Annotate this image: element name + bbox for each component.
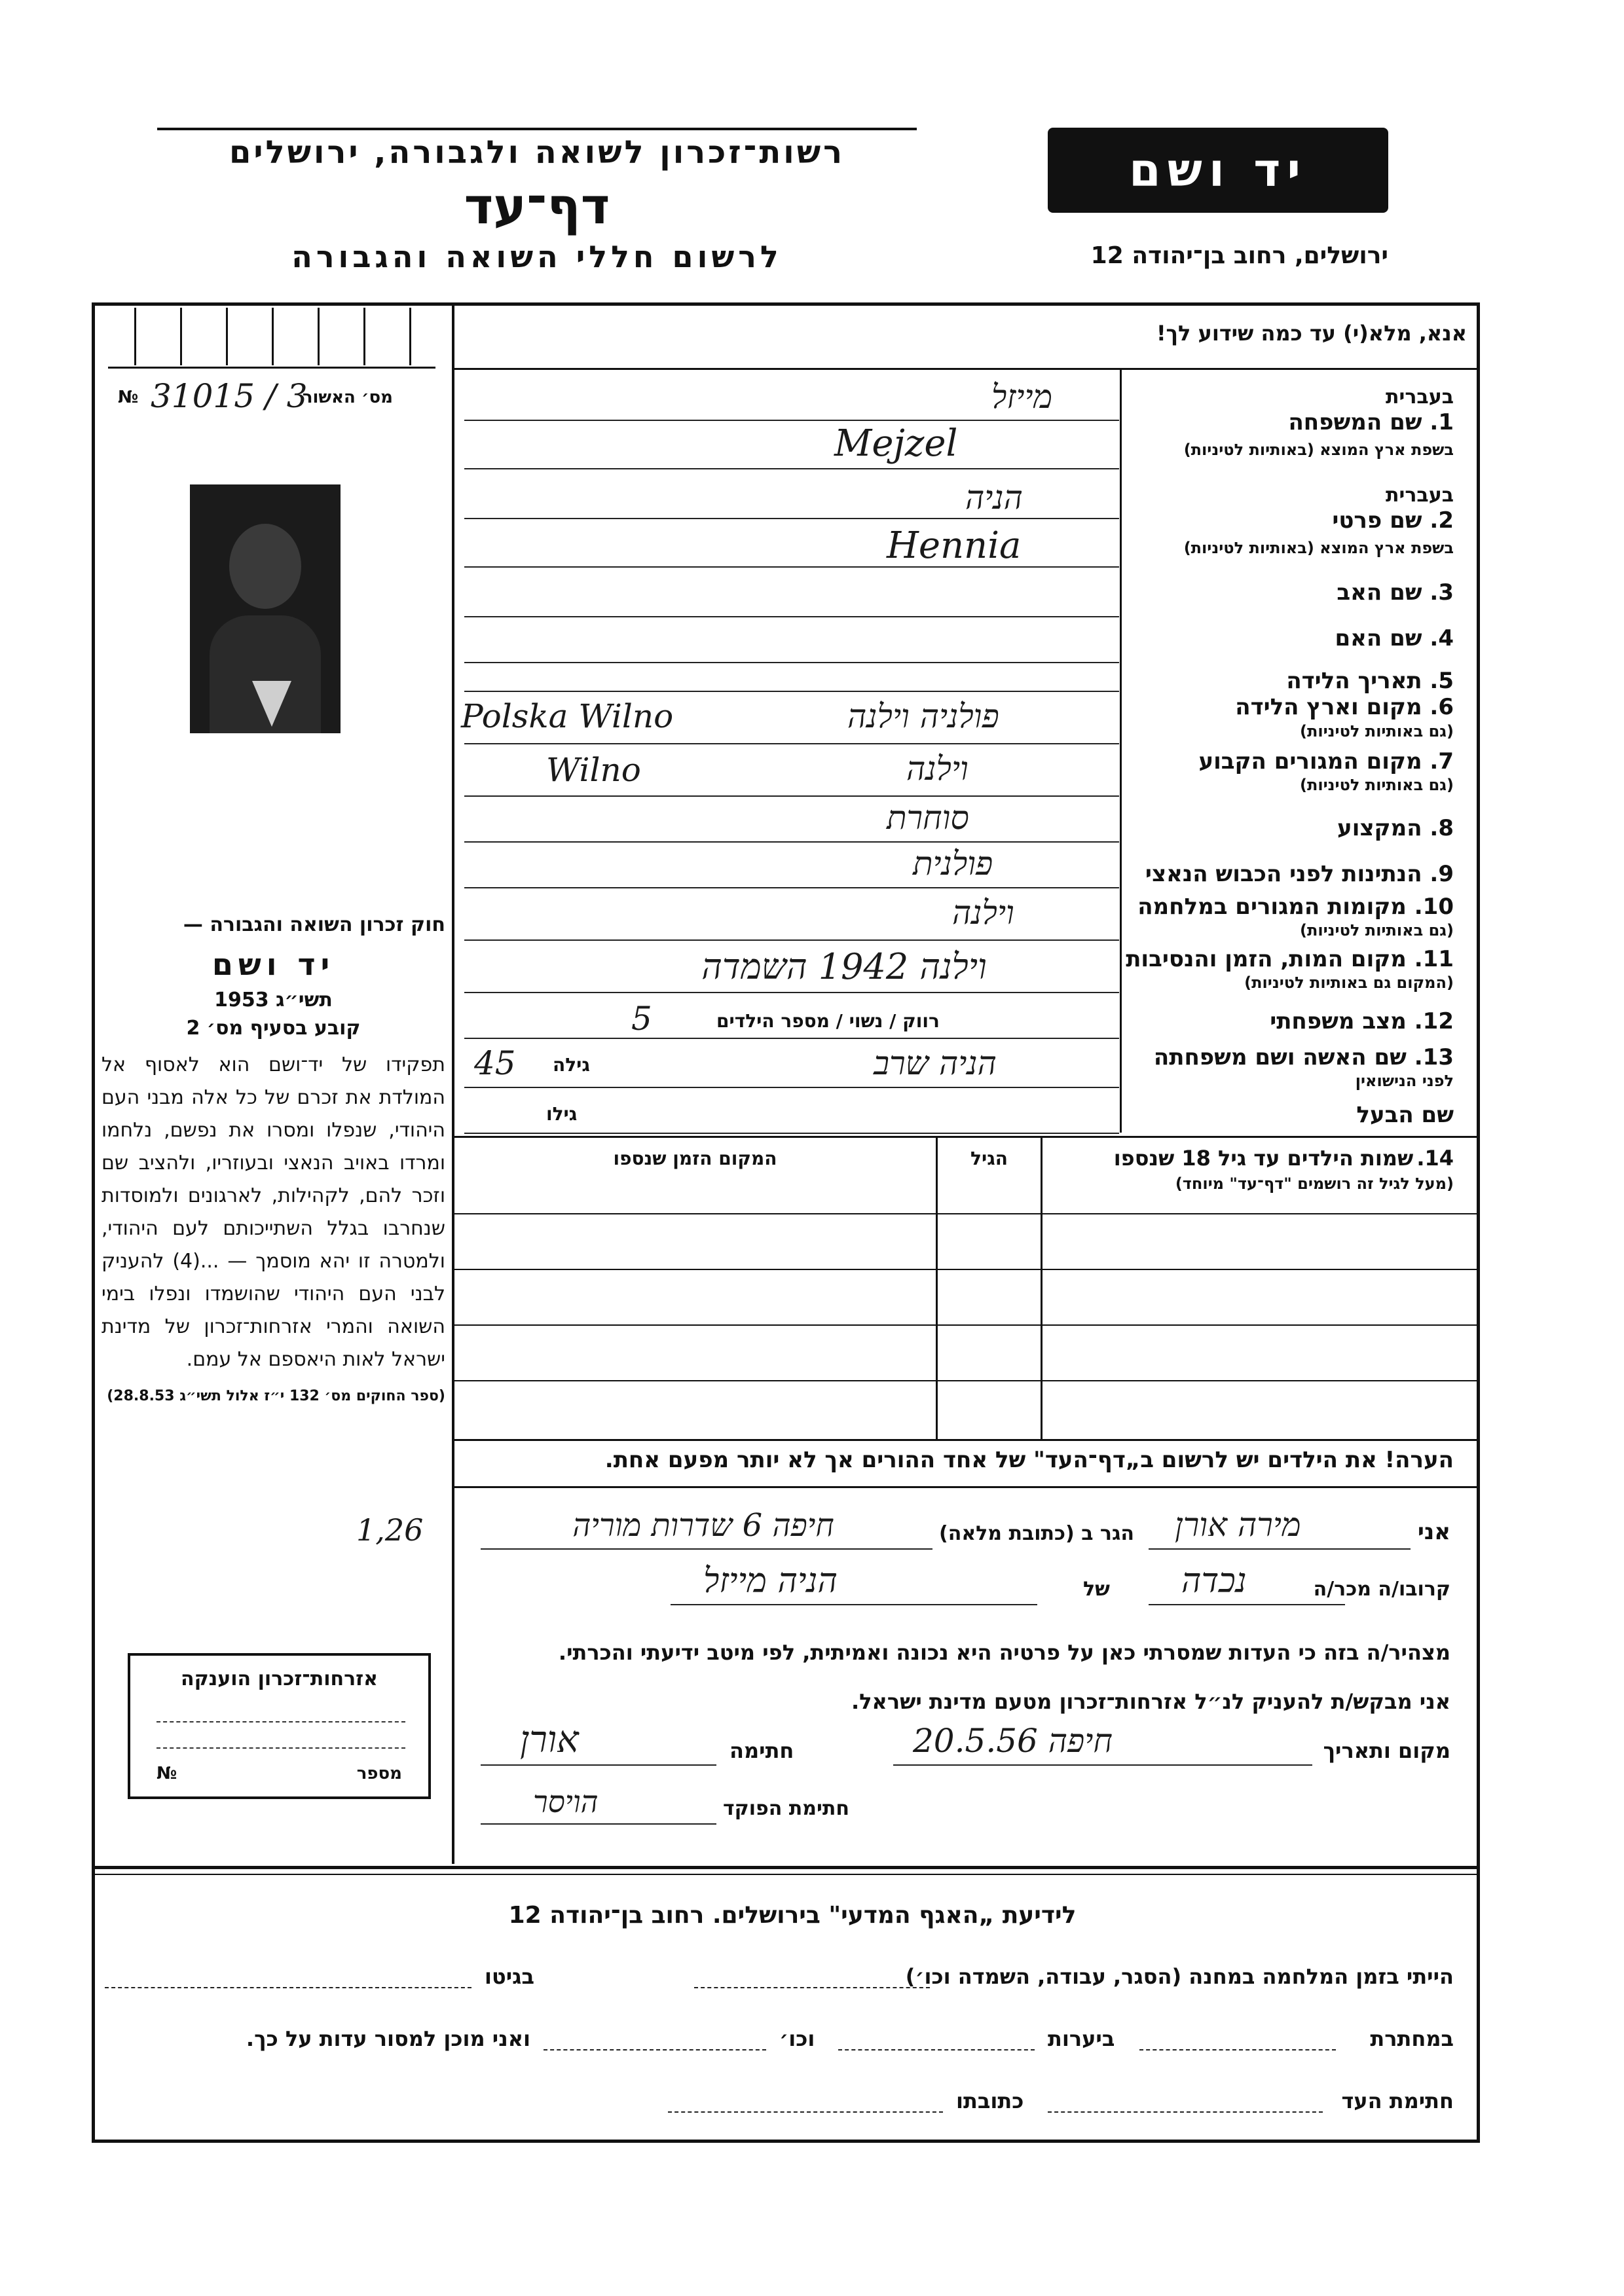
declarant-address: חיפה 6 שדרות מוריה bbox=[572, 1507, 834, 1544]
official-signature-label: חתימת הפוקד bbox=[723, 1797, 849, 1820]
bottom-line2-b: ביערות bbox=[1048, 2026, 1115, 2051]
bottom-heading: לידיעת „האגף המדעי" בירושלים. רחוב בן־יהודה 12 bbox=[508, 1902, 1077, 1929]
place-date-label: מקום ותאריך bbox=[1323, 1738, 1450, 1763]
law-ref: (ספר החוקים מס׳ 132 י״ז אלול תשי״ג 28.8.53) bbox=[107, 1388, 445, 1404]
logo-text: יד ושם bbox=[1129, 143, 1307, 197]
husband-age-label: גילו bbox=[546, 1103, 578, 1125]
field-1-sub: בשפת ארץ המוצא (באותיות לטיניות) bbox=[1183, 441, 1454, 459]
law-year: תשי״ג 1953 bbox=[214, 989, 333, 1011]
residence-hebrew: וילנה bbox=[906, 750, 969, 788]
request-text: אני מבקש/ת להעניק לנ״ל אזרחות־זכרון מטעם מדינת ישראל. bbox=[851, 1689, 1450, 1714]
nationality-value: פולנית bbox=[913, 845, 993, 883]
children-names-title: שמות הילדים עד גיל 18 שנספו bbox=[1113, 1146, 1414, 1171]
citizenship-number-label: מספר bbox=[356, 1764, 402, 1783]
children-header-place: המקום הזמן שנספו bbox=[613, 1148, 777, 1169]
approval-number-value: 31015 / 3 bbox=[151, 377, 308, 415]
bottom-line-1 bbox=[105, 1958, 1454, 1997]
photo bbox=[190, 484, 341, 733]
field-10-num: 10. bbox=[1414, 894, 1454, 920]
field-3-label: שם האב bbox=[1337, 579, 1422, 606]
field-11-label: מקום המות, הזמן והנסיבות bbox=[1126, 946, 1407, 972]
field-10-sub: (גם באותיות לטיניות) bbox=[1300, 921, 1454, 939]
logo bbox=[1048, 128, 1388, 213]
official-signature: הויסר bbox=[533, 1784, 599, 1819]
label-col-divider bbox=[1120, 370, 1122, 1133]
bottom-line1-end: בגיטו bbox=[485, 1964, 534, 1989]
field-1-tag: בעברית bbox=[1386, 386, 1454, 409]
field-6-num: 6. bbox=[1430, 694, 1454, 720]
citizenship-title: אזרחות־זכרון הוענקה bbox=[180, 1667, 378, 1690]
residence-latin: Wilno bbox=[546, 751, 641, 789]
citizenship-no-mark: № bbox=[157, 1764, 177, 1783]
signature: אורן bbox=[520, 1719, 579, 1761]
field-7-num: 7. bbox=[1430, 748, 1454, 774]
field-4-num: 4. bbox=[1430, 625, 1454, 651]
declarant-ani: אני bbox=[1417, 1519, 1450, 1545]
of-name: הניה מייזל bbox=[703, 1561, 838, 1601]
field-6-sub: (גם באותיות לטיניות) bbox=[1300, 722, 1454, 740]
field-2-label: שם פרטי bbox=[1332, 507, 1422, 534]
law-title: חוק זכרון השואה והגבורה — bbox=[183, 913, 445, 936]
field-3-num: 3. bbox=[1430, 579, 1454, 606]
first-name-hebrew: הניה bbox=[965, 479, 1023, 517]
header bbox=[0, 0, 1624, 301]
of-label: של bbox=[1083, 1578, 1110, 1601]
law-name: יד ושם bbox=[212, 947, 335, 982]
children-table bbox=[454, 1136, 1477, 1441]
witness-signature-label: חתימת העד bbox=[1341, 2088, 1454, 2113]
bottom-line2-c: וכו׳ bbox=[779, 2026, 815, 2051]
place-date-value: חיפה 20.5.56 bbox=[913, 1722, 1113, 1760]
frame-bottom bbox=[92, 2140, 1480, 2143]
perforation-ticks bbox=[108, 308, 435, 369]
field-8-num: 8. bbox=[1430, 815, 1454, 841]
law-text: תפקידו של יד־ושם הוא לאסוף אל המולדת את זכרם של כל אלה מבני העם היהודי, שנפלו ומסרו את נפשם, נלחמו ומרדו באויב הנאצי ובעוזריו, ולהציב שם וזכר להם, לקהילות, לארגונים ולמוסדות שנחרבו בגלל השתייכותם לעם היהודי, ולמטרה זו יהא מוסמך — ...(4) להעניק לבני העם היהודי שהושמדו ונפלו בימי השואה והמרי אזרחות־זכרון של מדינת ישראל לאות היאספם אל עמם. bbox=[101, 1053, 445, 1371]
intro-text: אנא, מלא(י) עד כמה שידוע לך! bbox=[1156, 321, 1467, 346]
form-title: דף־עד bbox=[464, 177, 610, 235]
relation-value: נכדה bbox=[1181, 1561, 1247, 1601]
field-11-sub: (המקום גם באותיות לטיניות) bbox=[1244, 974, 1454, 992]
family-name-hebrew: מייזל bbox=[991, 378, 1053, 416]
signature-label: חתימה bbox=[729, 1738, 794, 1763]
declarant-resides-label: הגר ב (כתובת מלאה) bbox=[939, 1522, 1135, 1545]
first-name-latin: Hennia bbox=[887, 524, 1022, 567]
field-9-label: הנתינות לפני הכבוש הנאצי bbox=[1145, 861, 1422, 887]
children-header-age: הגיל bbox=[970, 1148, 1008, 1169]
field-1-label: שם המשפחה bbox=[1288, 409, 1422, 435]
death-details-value: וילנה 1942 השמדה bbox=[701, 946, 987, 987]
field-8-label: המקצוע bbox=[1337, 815, 1422, 841]
field-9-num: 9. bbox=[1430, 861, 1454, 887]
field-13-label: שם האשה ושם משפחתה bbox=[1153, 1044, 1407, 1070]
law-section: קובע בסעיף מס׳ 2 bbox=[186, 1017, 361, 1040]
declare-text: מצהיר/ה בזה כי העדות שמסרתי כאן על פרטיה היא נכונה ואמיתית, לפי מיטב ידיעתי והכרתי. bbox=[558, 1640, 1450, 1665]
bottom-line2-a: במחתרת bbox=[1370, 2026, 1454, 2051]
side-note: 1,26 bbox=[356, 1512, 424, 1548]
declarant-name: מירה אורן bbox=[1175, 1506, 1301, 1544]
wife-age-label: גילה bbox=[553, 1054, 590, 1076]
birth-place-latin: Polska Wilno bbox=[461, 697, 674, 735]
wife-age-value: 45 bbox=[474, 1044, 516, 1082]
occupation-value: סוחרת bbox=[887, 799, 969, 837]
children-names-note: (מעל לגיל זה רושמים "דף־עד" מיוחד) bbox=[1175, 1175, 1454, 1193]
field-12-num: 12. bbox=[1414, 1008, 1454, 1034]
field-1-num: 1. bbox=[1430, 409, 1454, 435]
wife-name-value: הניה שרב bbox=[874, 1044, 997, 1082]
approval-number-row bbox=[111, 377, 445, 419]
field-11-num: 11. bbox=[1414, 946, 1454, 972]
bottom-line1-text: הייתי בזמן המלחמה במחנה (הסגר, עבודה, השמדה וכו׳) bbox=[905, 1964, 1454, 1989]
children-num: 14. bbox=[1416, 1146, 1454, 1171]
marital-status-label: רווק / נשוי / מספר הילדים bbox=[716, 1010, 940, 1032]
field-13-sub: לפני הנישואין bbox=[1355, 1072, 1454, 1090]
approval-number-label: מס׳ האשור bbox=[302, 388, 393, 407]
law-box bbox=[101, 913, 445, 1503]
field-4-label: שם האם bbox=[1335, 625, 1422, 651]
field-5-label: תאריך הלידה bbox=[1286, 668, 1422, 694]
field-13-num: 13. bbox=[1414, 1044, 1454, 1070]
children-header-names bbox=[1035, 1146, 1454, 1193]
note-text: הערה! את הילדים יש לרשום ב„דף־העד" של אחד ההורים אך לא יותר מפעם אחת. bbox=[604, 1447, 1454, 1473]
field-10-label: מקומות המגורים במלחמה bbox=[1137, 894, 1407, 920]
family-name-latin: Mejzel bbox=[834, 422, 958, 465]
approval-no-mark: № bbox=[118, 388, 139, 407]
frame-top bbox=[92, 302, 1480, 306]
bottom-line2-d: ואני מוכן למסור עדות על כך. bbox=[246, 2026, 530, 2051]
bottom-line-3 bbox=[105, 2082, 1454, 2121]
address: ירושלים, רחוב בן־יהודה 12 bbox=[1090, 242, 1388, 269]
bottom-line-2 bbox=[105, 2020, 1454, 2059]
husband-label: שם הבעל bbox=[1356, 1102, 1454, 1128]
field-12-label: מצב משפחתי bbox=[1270, 1008, 1407, 1034]
field-6-label: מקום וארץ הלידה bbox=[1235, 694, 1422, 720]
birth-place-hebrew: פולניה וילנה bbox=[847, 697, 999, 735]
field-2-num: 2. bbox=[1430, 507, 1454, 534]
org-line: רשות־זכרון לשואה ולגבורה, ירושלים bbox=[157, 128, 917, 171]
witness-address-label: כתובתו bbox=[956, 2088, 1024, 2113]
wartime-residence-value: וילנה bbox=[952, 894, 1014, 932]
children-count: 5 bbox=[631, 1000, 652, 1038]
field-2-sub: בשפת ארץ המוצא (באותיות לטיניות) bbox=[1183, 539, 1454, 557]
field-7-sub: (גם באותיות לטיניות) bbox=[1300, 776, 1454, 794]
field-5-num: 5. bbox=[1430, 668, 1454, 694]
relative-label: קרובו/ה מכר/ה bbox=[1313, 1578, 1450, 1601]
citizenship-box bbox=[128, 1653, 431, 1799]
field-2-tag: בעברית bbox=[1386, 484, 1454, 507]
form-subtitle: לרשום חללי השואה והגבורה bbox=[291, 239, 783, 274]
field-7-label: מקום המגורים הקבוע bbox=[1198, 748, 1422, 774]
